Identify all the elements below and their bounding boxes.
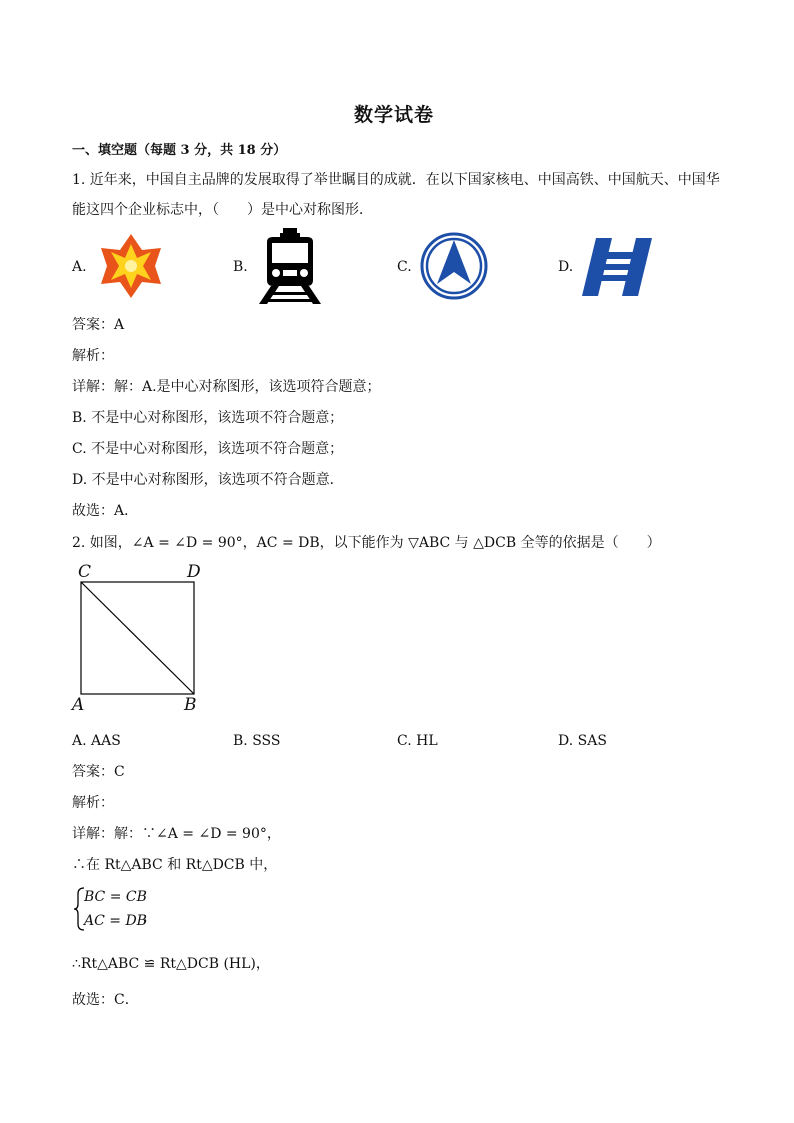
q1-answer: 答案：A bbox=[72, 317, 125, 333]
q1-choose: 故选：A． bbox=[72, 503, 139, 519]
q1-analysis: 解析： bbox=[72, 348, 114, 364]
q2-option-a: A. AAS bbox=[72, 733, 121, 749]
q1-option-a-label: A. bbox=[72, 259, 87, 275]
q1-option-d-label: D. bbox=[558, 259, 574, 275]
nuclear-logo-icon bbox=[95, 232, 167, 300]
vertex-label-b: B bbox=[184, 695, 197, 715]
system-comma: ， bbox=[143, 909, 157, 925]
q2-analysis: 解析： bbox=[72, 795, 114, 811]
system-line2: AC = DB bbox=[84, 913, 147, 929]
q2-stem: 2. 如图，∠A = ∠D = 90°，AC = DB，以下能作为 ▽ABC 与 △DCB 全等的依据是（ ） bbox=[72, 535, 661, 551]
q2-step1: ∴在 Rt△ABC 和 Rt△DCB 中， bbox=[72, 857, 278, 873]
page-title: 数学试卷 bbox=[354, 104, 435, 126]
q2-option-c: C. HL bbox=[397, 733, 438, 749]
q1-option-c-label: C. bbox=[397, 259, 412, 275]
q2-answer: 答案：C bbox=[72, 764, 125, 780]
q1-detail: 详解：解：A.是中心对称图形，该选项符合题意； bbox=[72, 379, 381, 395]
q2-detail: 详解：解：∵∠A = ∠D = 90°， bbox=[72, 826, 281, 842]
q1-d-line: D. 不是中心对称图形，该选项不符合题意． bbox=[72, 472, 344, 488]
q1-c-line: C. 不是中心对称图形，该选项不符合题意； bbox=[72, 441, 344, 457]
q1-b-line: B. 不是中心对称图形，该选项不符合题意； bbox=[72, 410, 344, 426]
q1-stem-line2: 能这四个企业标志中，（ ）是中心对称图形． bbox=[72, 202, 373, 218]
vertex-label-a: A bbox=[72, 695, 85, 715]
vertex-label-d: D bbox=[187, 562, 201, 582]
q2-option-b: B. SSS bbox=[233, 733, 281, 749]
q2-choose: 故选：C． bbox=[72, 992, 139, 1008]
aerospace-logo-icon bbox=[419, 232, 489, 300]
train-logo-icon bbox=[257, 228, 323, 304]
q1-option-b-label: B. bbox=[233, 259, 248, 275]
q2-option-d: D. SAS bbox=[558, 733, 607, 749]
system-line1: BC = CB bbox=[84, 889, 147, 905]
q2-step2: ∴Rt△ABC ≌ Rt△DCB (HL)， bbox=[72, 956, 270, 972]
huaneng-logo-icon bbox=[582, 238, 654, 296]
q1-stem-line1: 1. 近年来，中国自主品牌的发展取得了举世瞩目的成就．在以下国家核电、中国高铁、中国航天、中国华 bbox=[72, 172, 720, 188]
vertex-label-c: C bbox=[78, 562, 92, 582]
section-heading: 一、填空题（每题 3 分，共 18 分） bbox=[72, 143, 287, 158]
